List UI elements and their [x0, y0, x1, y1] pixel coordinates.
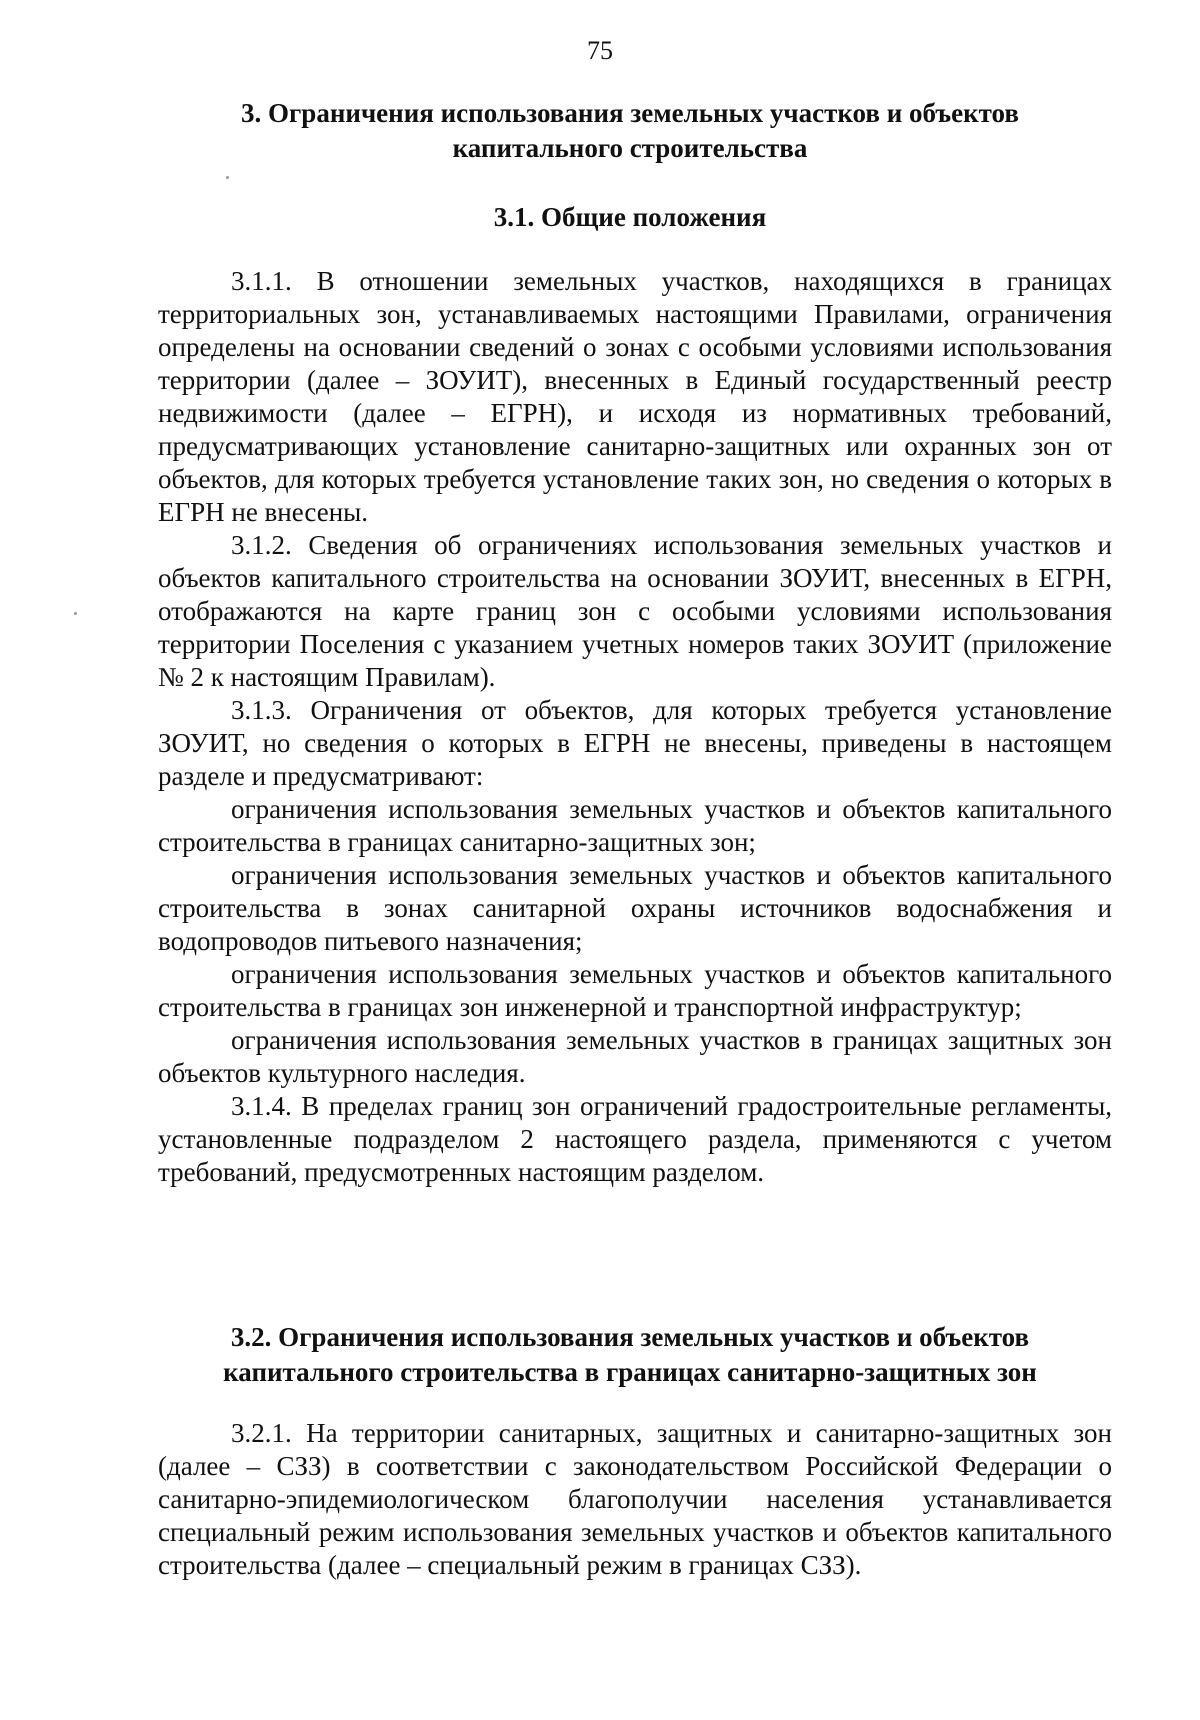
section-3-2-heading-line: 3.2. Ограничения использования земельных участков и объектов	[230, 1322, 1030, 1352]
list-item-cultural-heritage: ограничения использования земельных участков в границах защитных зон объектов культурного наследия.	[158, 1025, 1112, 1088]
section-3-2-body	[158, 1417, 1112, 1582]
section-3-2-heading-line: капитального строительства в границах санитарно-защитных зон	[223, 1357, 1037, 1387]
paragraph-3-1-1: 3.1.1. В отношении земельных участков, находящихся в границах территориальных зон, устанавливаемых настоящими Правилами, ограничения определены на основании сведений о зонах с особыми условиями использования территории (далее – ЗОУИТ), внесенных в Единый государственный реестр недвижимости (далее – ЕГРН), и исходя из нормативных требований, предусматривающих установление санитарно-защитных или охранных зон от объектов, для которых требуется установление таких зон, но сведения о которых в ЕГРН не внесены.	[158, 266, 1112, 527]
section-3-title: 3. Ограничения использования земельных участков и объектов капитального строительства	[241, 98, 1019, 163]
page-number: 75	[587, 36, 613, 65]
scan-speck	[74, 612, 77, 615]
list-item-water-protection: ограничения использования земельных участков и объектов капитального строительства в зонах санитарной охраны источников водоснабжения и водопроводов питьевого назначения;	[158, 860, 1112, 956]
paragraph-3-1-4: 3.1.4. В пределах границ зон ограничений градостроительные регламенты, установленные подразделом 2 настоящего раздела, применяются с учетом требований, предусмотренных настоящим разделом.	[158, 1091, 1112, 1187]
list-item-infrastructure-zones: ограничения использования земельных участков и объектов капитального строительства в границах зон инженерной и транспортной инфраструктур;	[158, 959, 1112, 1022]
section-3-1-heading: 3.1. Общие положения	[493, 202, 767, 232]
scan-speck	[226, 176, 229, 179]
paragraph-3-2-1: 3.2.1. На территории санитарных, защитных и санитарно-защитных зон (далее – СЗЗ) в соответствии с законодательством Российской Федерации о санитарно-эпидемиологическом благополучии населения устанавливается специальный режим использования земельных участков и объектов капитального строительства (далее – специальный режим в границах СЗЗ).	[158, 1418, 1112, 1580]
paragraph-3-1-2: 3.1.2. Сведения об ограничениях использования земельных участков и объектов капитального строительства на основании ЗОУИТ, внесенных в ЕГРН, отображаются на карте границ зон с особыми условиями использования территории Поселения с указанием учетных номеров таких ЗОУИТ (приложение № 2 к настоящим Правилам).	[158, 530, 1112, 692]
list-item-sanitary-zones: ограничения использования земельных участков и объектов капитального строительства в границах санитарно-защитных зон;	[158, 794, 1112, 857]
paragraph-3-1-3: 3.1.3. Ограничения от объектов, для которых требуется установление ЗОУИТ, но сведения о которых в ЕГРН не внесены, приведены в настоящем разделе и предусматривают:	[158, 695, 1112, 791]
section-3-2-heading	[150, 1320, 1110, 1390]
section-3-1-body	[158, 265, 1112, 1189]
